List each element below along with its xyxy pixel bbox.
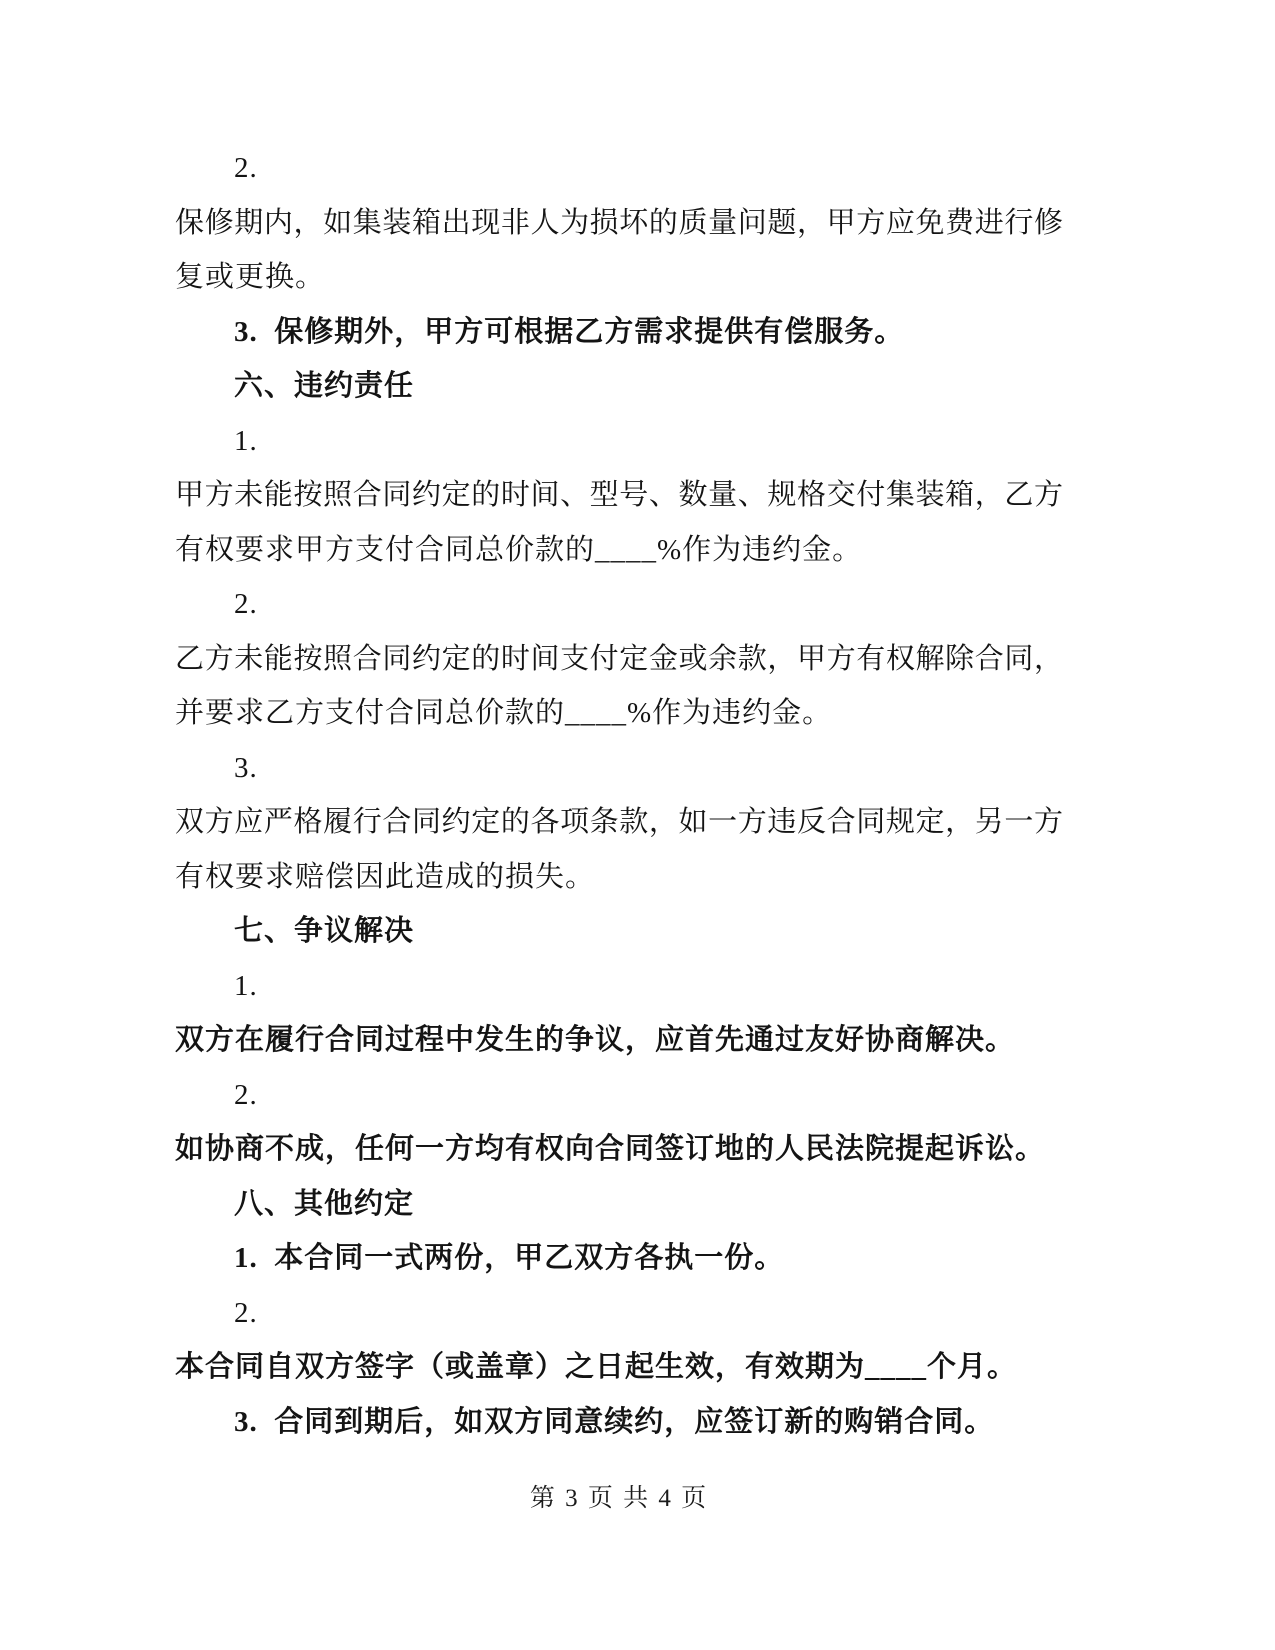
- paragraph-line: 2.: [234, 1296, 258, 1329]
- paragraph-line: 并要求乙方支付合同总价款的____%作为违约金。: [175, 697, 833, 729]
- paragraph-line: 甲方未能按照合同约定的时间、型号、数量、规格交付集装箱，乙方: [175, 479, 1063, 511]
- paragraph-line: 保修期内，如集装箱出现非人为损坏的质量问题，甲方应免费进行修: [175, 206, 1063, 239]
- paragraph-line: 双方应严格履行合同约定的各项条款，如一方违反合同规定，另一方: [175, 806, 1063, 838]
- paragraph-line: 如协商不成，任何一方均有权向合同签订地的人民法院提起诉讼。: [175, 1133, 1046, 1165]
- section-heading: 八、其他约定: [234, 1187, 415, 1220]
- document-body: [175, 141, 1063, 1449]
- paragraph-line: 2.: [234, 152, 258, 184]
- paragraph-line: 3. 合同到期后，如双方同意续约，应签订新的购销合同。: [234, 1405, 995, 1438]
- paragraph-line: 3.: [234, 751, 258, 784]
- paragraph-line: 有权要求赔偿因此造成的损失。: [175, 860, 596, 893]
- paragraph-line: 复或更换。: [175, 261, 326, 293]
- paragraph-line: 双方在履行合同过程中发生的争议，应首先通过友好协商解决。: [175, 1024, 1016, 1056]
- paragraph-line: 1. 本合同一式两份，甲乙双方各执一份。: [234, 1242, 785, 1274]
- section-heading: 六、违约责任: [234, 370, 415, 402]
- paragraph-line: 2.: [234, 588, 258, 620]
- paragraph-line: 3. 保修期外，甲方可根据乙方需求提供有偿服务。: [234, 315, 905, 348]
- section-heading: 七、争议解决: [234, 915, 415, 947]
- paragraph-line: 本合同自双方签字（或盖章）之日起生效，有效期为____个月。: [175, 1351, 1018, 1383]
- paragraph-line: 有权要求甲方支付合同总价款的____%作为违约金。: [175, 533, 863, 566]
- paragraph-line: 1.: [234, 424, 258, 457]
- paragraph-line: 1.: [234, 969, 258, 1002]
- page-footer: 第 3 页 共 4 页: [529, 1485, 709, 1512]
- paragraph-line: 乙方未能按照合同约定的时间支付定金或余款，甲方有权解除合同，: [175, 642, 1063, 675]
- paragraph-line: 2.: [234, 1078, 258, 1111]
